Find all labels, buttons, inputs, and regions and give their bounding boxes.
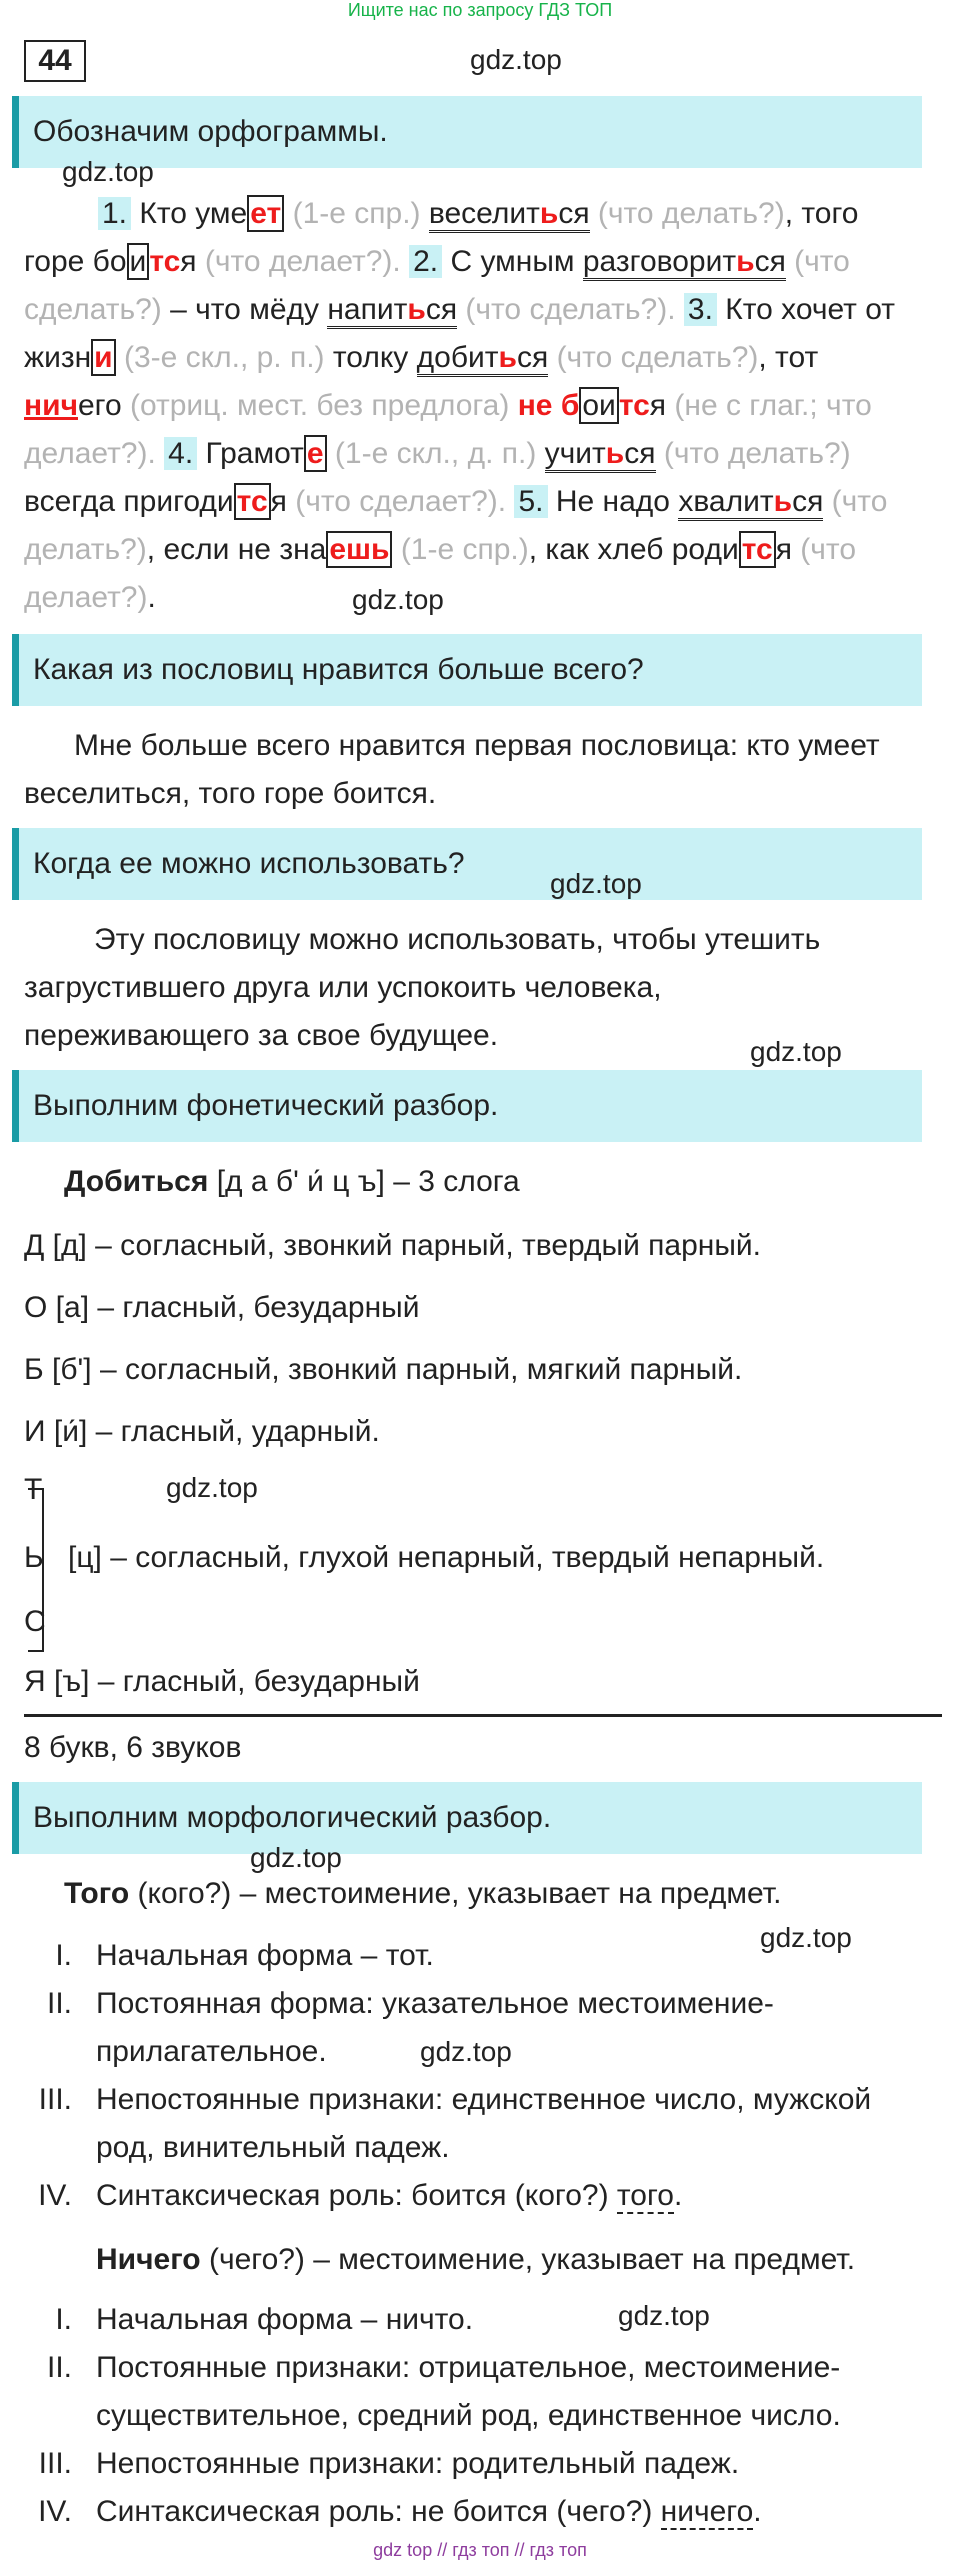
morph-item-num: IV. — [38, 2179, 72, 2212]
morph-item-text: существительное, средний род, единственное число. — [96, 2399, 841, 2432]
morph-word-header: Ничего (чего?) – местоимение, указывает на предмет. — [96, 2243, 856, 2276]
watermark: gdz.top — [166, 1472, 258, 1503]
morph-item-text: Постоянные признаки: отрицательное, местоимение- — [96, 2351, 841, 2384]
answer-line: веселиться, того горе боится. — [24, 777, 437, 810]
morph-item-text: Начальная форма – ничто. — [96, 2303, 474, 2336]
orthography-line-7: всегда пригоди тс я (что сделает?). 5. Не надо хвалиться (что — [24, 478, 924, 526]
morph-item-text: Синтаксическая роль: не боится (чего?) ничего. — [96, 2495, 762, 2528]
orthography-line-3: сделать?) – что мёду напиться (что сделать?). 3. Кто хочет от — [24, 286, 924, 334]
phonetic-letter: С — [24, 1605, 46, 1638]
morph-item-num: III. — [38, 2447, 72, 2480]
watermark: gdz.top — [760, 1922, 852, 1953]
answer-line: Мне больше всего нравится первая пословица: кто умеет — [74, 729, 880, 762]
divider — [24, 1714, 942, 1717]
phonetic-row: О [а] – гласный, безударный — [24, 1291, 420, 1324]
answer-line: загрустившего друга или успокоить человека, — [24, 971, 662, 1004]
watermark: gdz.top — [550, 868, 642, 899]
section-title-phonetic: Выполним фонетический разбор. — [12, 1070, 922, 1142]
proverb-number: 4. — [164, 437, 197, 470]
watermark: gdz.top — [420, 2036, 512, 2067]
orthography-line-9: делает?). — [24, 581, 156, 614]
morph-item-text: Непостоянные признаки: единственное число, мужской — [96, 2083, 872, 2116]
exercise-number: 44 — [24, 40, 86, 82]
phonetic-letter: Т — [24, 1473, 43, 1506]
morph-word-header: Того (кого?) – местоимение, указывает на предмет. — [64, 1877, 782, 1910]
orthography-line-2: горе бо и тся (что делает?). 2. С умным разговориться (что — [24, 238, 924, 286]
section-title-morphology: Выполним морфологический разбор. — [12, 1782, 922, 1854]
answer-line: Эту пословицу можно использовать, чтобы утешить — [94, 923, 821, 956]
proverb-number: 2. — [409, 245, 442, 278]
phonetic-row: Д [д] – согласный, звонкий парный, твердый парный. — [24, 1229, 762, 1262]
phonetic-row: И [и́] – гласный, ударный. — [24, 1415, 380, 1448]
top-note: Ищите нас по запросу ГДЗ ТОП — [347, 0, 613, 20]
phonetic-row: Б [б'] – согласный, звонкий парный, мягкий парный. — [24, 1353, 743, 1386]
morph-item-num: IV. — [38, 2495, 72, 2528]
proverb-number: 1. — [98, 197, 131, 230]
proverb-number: 3. — [684, 293, 717, 326]
morph-item-text: род, винительный падеж. — [96, 2131, 450, 2164]
morph-item-text: Начальная форма – тот. — [96, 1939, 434, 1972]
phonetic-header: Добиться [д а б' и́ ц ъ] – 3 слога — [64, 1165, 520, 1198]
watermark: gdz.top — [62, 156, 154, 187]
morph-item-num: I. — [55, 2303, 72, 2336]
morph-item-text: Непостоянные признаки: родительный падеж. — [96, 2447, 740, 2480]
ending-box: ет — [247, 195, 284, 232]
phonetic-row: Я [ъ] – гласный, безударный — [24, 1665, 420, 1698]
orthography-line-6: делает?). 4. Грамот е (1-е скл., д. п.) учиться (что делать?) — [24, 430, 924, 478]
phonetic-row: [ц] – согласный, глухой непарный, твердый непарный. — [68, 1541, 825, 1574]
morph-item-num: III. — [38, 2083, 72, 2116]
watermark: gdz.top — [750, 1036, 842, 1067]
watermark: gdz.top — [618, 2300, 710, 2331]
morph-item-text: Синтаксическая роль: боится (кого?) того. — [96, 2179, 683, 2212]
proverb-number: 5. — [514, 485, 547, 518]
morph-item-num: II. — [46, 2351, 72, 2384]
orthography-line-4: жизн и (3-е скл., р. п.) толку добиться (что сделать?), тот — [24, 334, 924, 382]
morph-item-num: II. — [46, 1987, 72, 2020]
orthography-line-5: ничего (отриц. мест. без предлога) не б ои тся (не с глаг.; что — [24, 389, 872, 422]
morph-item-num: I. — [55, 1939, 72, 1972]
phonetic-summary: 8 букв, 6 звуков — [24, 1731, 242, 1764]
watermark: gdz.top — [352, 584, 444, 615]
section-title-usage: Когда ее можно использовать? — [12, 828, 922, 900]
phonetic-letter: Ь — [24, 1541, 44, 1574]
watermark: gdz.top — [250, 1842, 342, 1873]
watermark: gdz.top — [470, 44, 562, 75]
section-title-proverb: Какая из пословиц нравится больше всего? — [12, 634, 922, 706]
section-title-orthography: Обозначим орфограммы. — [12, 96, 922, 168]
orthography-line-1: 1. Кто уме ет (1-е спр.) веселиться (что делать?), того — [24, 190, 948, 238]
orthography-line-8: делать?), если не зна ешь (1-е спр.), как хлеб роди тс я (что — [24, 533, 857, 566]
morph-item-text: прилагательное. — [96, 2035, 327, 2068]
bottom-note: gdz top // гдз топ // гдз топ — [373, 2540, 587, 2560]
morph-item-text: Постоянная форма: указательное местоимение- — [96, 1987, 774, 2020]
answer-line: переживающего за свое будущее. — [24, 1019, 499, 1052]
